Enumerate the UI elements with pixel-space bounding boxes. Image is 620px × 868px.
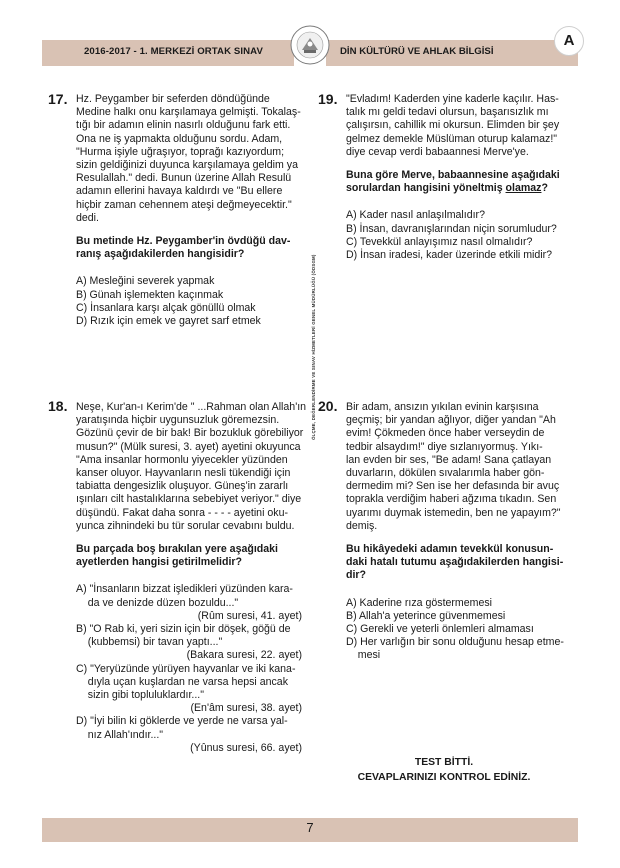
q18-line: yaratışında hiçbir uygunsuzluk göremezsin. (76, 414, 280, 427)
q18-line: düşündü. Fakat daha sonra - - - - ayetini oku- (76, 506, 288, 519)
question-17-number: 17. (48, 91, 68, 107)
q18-option-c-line: sizin gibi topluluklardır..." (76, 689, 204, 702)
test-end-line: CEVAPLARINIZI KONTROL EDİNİZ. (357, 772, 531, 783)
q18-option-a-ref: (Rûm suresi, 41. ayet) (197, 609, 302, 622)
q18-option-b-line: B) "O Rab ki, yeri sizin için bir döşek, göğü de (76, 623, 291, 636)
q19-prompt: Buna göre Merve, babaannesine aşağıdaki (346, 169, 560, 182)
q18-line: musun?" (Mülk suresi, 3. ayet) ayetini okuyunca (76, 440, 301, 453)
q19-option-d[interactable]: D) İnsan iradesi, kader üzerinde etkili midir? (346, 249, 553, 262)
booklet-type-badge: A (554, 26, 584, 56)
q19-line: talık mı geldi tedavi olursun, başarısızlık mı (346, 106, 549, 119)
q18-line: ışınları cilt hastalıklarına sebebiyet veriyor." diye (76, 493, 302, 506)
q20-line: geçmiş; bir yandan ağlıyor, diğer yandan "Ah (346, 414, 556, 427)
q17-line: sizin geldiğinizi duyunca karşılamaya geldim ya (76, 159, 298, 172)
q18-line: Neşe, Kur'an-ı Kerim'de " ...Rahman olan Allah'ın (76, 401, 307, 413)
q17-line: dedi. (76, 211, 99, 224)
q18-option-b-ref: (Bakara suresi, 22. ayet) (186, 649, 302, 662)
q18-option-d-ref: (Yûnus suresi, 66. ayet) (190, 741, 302, 754)
q20-line: tedbir alsaydım!" diye sızlanıyormuş. Yıkı- (346, 440, 543, 453)
q18-option-a[interactable] (76, 583, 302, 623)
q18-option-c-line: dıyla uçan kuşlardan ne varsa hepsi ancak (76, 675, 288, 688)
q17-line: tığı bir adamın elinin nasırlı olduğunu fark etti. (76, 119, 291, 132)
q20-option-a[interactable]: A) Kaderine rıza göstermemesi (346, 596, 493, 609)
q18-option-c[interactable] (76, 663, 302, 716)
q19-prompt-negation: olamaz (505, 182, 542, 195)
q19-prompt (346, 182, 560, 195)
q20-option-c[interactable]: C) Gerekli ve yeterli önlemleri almaması (346, 623, 534, 636)
test-end-notice (334, 755, 554, 785)
q19-line: gelmez demekle Müslüman oturup kalamaz!" (346, 132, 558, 145)
q17-option-a[interactable]: A) Mesleğini severek yapmak (76, 275, 215, 288)
q18-option-c-line: C) "Yeryüzünde yürüyen hayvanlar ve iki kana- (76, 662, 296, 675)
q19-prompt-end: ? (541, 182, 548, 195)
q20-line: demiş. (346, 519, 378, 532)
question-19-number: 19. (318, 91, 338, 107)
question-20-number: 20. (318, 398, 338, 414)
subject-title: DİN KÜLTÜRÜ VE AHLAK BİLGİSİ (340, 46, 494, 57)
meb-logo-icon (289, 24, 331, 66)
q20-line: evim! Çökmeden önce haber verseydin de (346, 427, 545, 440)
q18-option-a-line: da ve denizde düzen bozuldu..." (76, 596, 239, 609)
question-20-body (346, 401, 564, 663)
q20-prompt: daki hatalı tutumu aşağıdakilerden hangisi- (346, 556, 564, 569)
q17-prompt: ranış aşağıdakilerden hangisidir? (76, 248, 245, 261)
q20-option-d-cont: mesi (346, 649, 381, 662)
q19-prompt-start: sorulardan hangisini yöneltmiş (346, 182, 506, 195)
question-18-number: 18. (48, 398, 68, 414)
question-18-body (76, 401, 306, 755)
q17-line: hiçbir zaman cehennem ateşi değmeyecektir." (76, 198, 292, 211)
q17-line: adamın ellerini havaya kaldırdı ve "Bu ellere (76, 185, 283, 198)
q18-line: "Ama insanlar hormonlu yiyecekler yüzünden (76, 453, 288, 466)
question-19-body (346, 93, 560, 262)
page-number: 7 (306, 820, 314, 835)
q19-option-c[interactable]: C) Tevekkül anlayışımız nasıl olmalıdır? (346, 235, 533, 248)
q19-option-a[interactable]: A) Kader nasıl anlaşılmalıdır? (346, 209, 485, 222)
q17-prompt: Bu metinde Hz. Peygamber'in övdüğü dav- (76, 235, 291, 248)
q18-prompt: Bu parçada boş bırakılan yere aşağıdaki (76, 543, 278, 556)
q20-line: duvarların, dökülen sıvalarımla haber gön- (346, 467, 545, 480)
q18-line: tabiatta dengesizlik oluşuyor. Güneş'in zararlı (76, 480, 289, 493)
q18-prompt: ayetlerden hangisi getirilmelidir? (76, 556, 243, 569)
q17-line: Hz. Peygamber bir seferden döndüğünde (76, 93, 270, 105)
q19-line: "Evladım! Kaderden yine kaderle kaçılır. Has- (346, 93, 559, 105)
q20-line: toprakla verdiğim haberi ağzıma tıkadın. Sen (346, 493, 557, 506)
q18-line: Gözünü çevir de bir bak! Bir bozukluk görebiliyor (76, 427, 304, 440)
q20-prompt: Bu hikâyedeki adamın tevekkül konusun- (346, 543, 554, 556)
q20-prompt: dir? (346, 569, 367, 582)
odsgm-vertical-label: ÖLÇME, DEĞERLENDİRME VE SINAV HİZMETLERİ GENEL MÜDÜRLÜĞÜ (ÖDSGM) (311, 254, 316, 440)
q17-option-d[interactable]: D) Rızık için emek ve gayret sarf etmek (76, 315, 261, 328)
q20-line: Bir adam, ansızın yıkılan evinin karşısına (346, 401, 539, 413)
test-end-line: TEST BİTTİ. (414, 757, 474, 768)
q18-option-d[interactable] (76, 715, 302, 755)
q18-option-d-line: D) "İyi bilin ki göklerde ve yerde ne varsa yal- (76, 715, 288, 728)
q20-line: uyarımı duymak istemedin, ben ne yapayım?" (346, 506, 561, 519)
q17-line: Ona ne iş yapmakta olduğunu sordu. Adam, (76, 132, 283, 145)
q20-line: dermedim mi? Sen ise her defasında bir avuç (346, 480, 560, 493)
q17-option-b[interactable]: B) Günah işlemekten kaçınmak (76, 288, 224, 301)
q20-option-b[interactable]: B) Allah'a yeterince güvenmemesi (346, 609, 506, 622)
exam-title: 2016-2017 - 1. MERKEZİ ORTAK SINAV (84, 46, 263, 57)
q18-line: kanser oluyor. Hayvanların nesli tükendiği için (76, 467, 291, 480)
q17-line: Resulallah." dedi. Bunun üzerine Allah Resulü (76, 172, 292, 185)
q19-line: diye cevap verdi babaannesi Merve'ye. (346, 145, 529, 158)
q19-line: çalışırsın, cahillik mi okursun. Elimden bir şey (346, 119, 560, 132)
q20-option-d[interactable]: D) Her varlığın bir sonu olduğunu hesap etme- (346, 636, 564, 649)
q17-line: Medine halkı onu karşılamaya gelmişti. Tokalaş- (76, 106, 301, 119)
q19-option-b[interactable]: B) İnsan, davranışlarından niçin sorumludur? (346, 222, 557, 235)
question-17-body (76, 93, 301, 328)
q18-option-b[interactable] (76, 623, 302, 663)
q18-option-b-line: (kubbemsi) bir tavan yaptı..." (76, 636, 223, 649)
q18-option-c-ref: (En'âm suresi, 38. ayet) (190, 702, 302, 715)
q17-option-c[interactable]: C) İnsanlara karşı alçak gönüllü olmak (76, 301, 256, 314)
q18-option-d-line: nız Allah'ındır..." (76, 728, 164, 741)
q18-option-a-line: A) "İnsanların bizzat işledikleri yüzünden kara- (76, 583, 293, 596)
q18-line: yunca zihnindeki bu tür sorular cevabını buldu. (76, 519, 295, 532)
q20-line: lan evden bir ses, "Be adam! Sana çatlayan (346, 453, 552, 466)
q17-line: "Hurma işiyle uğraşıyor, toprağı kazıyordum; (76, 145, 285, 158)
